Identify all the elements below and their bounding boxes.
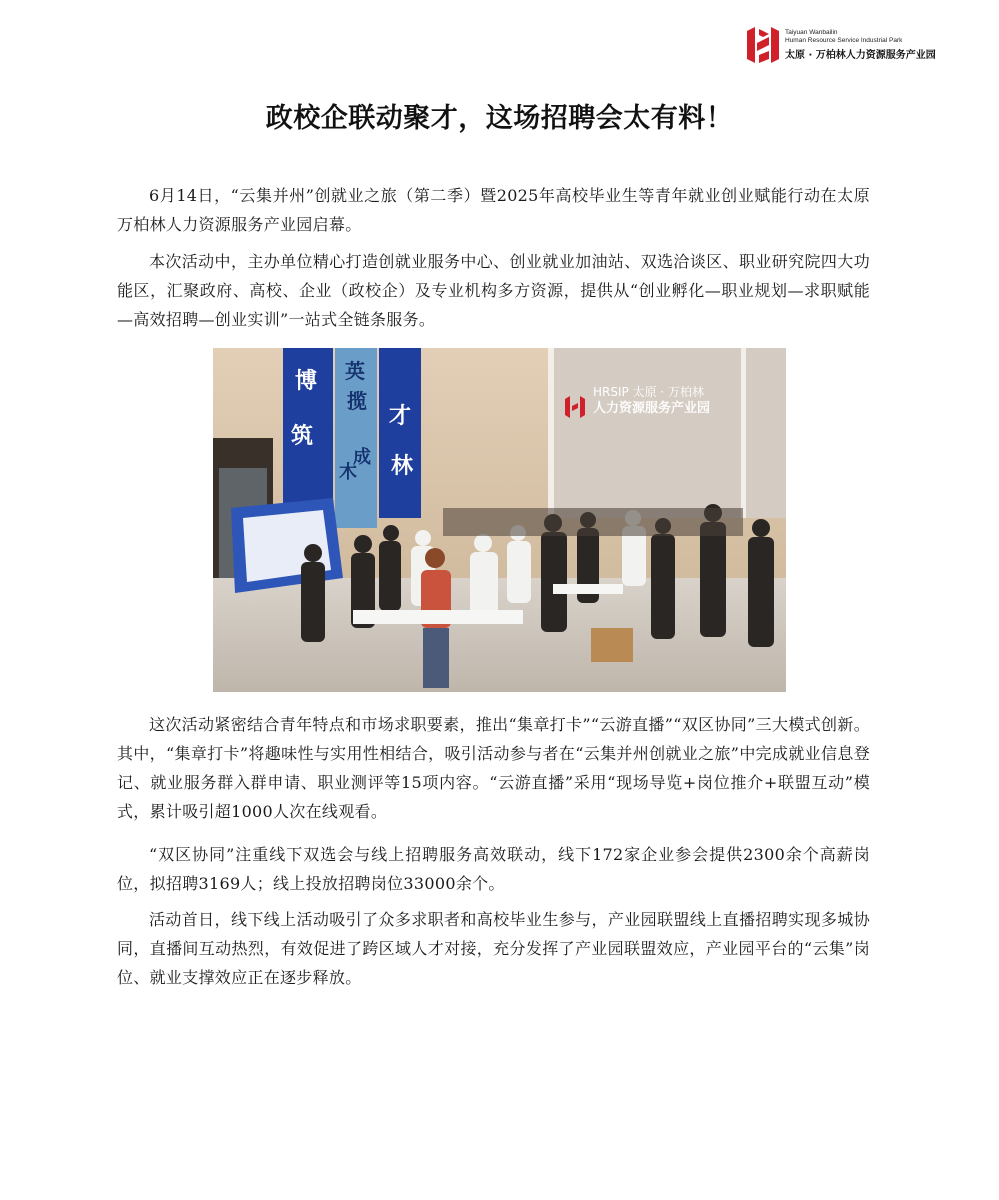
banner-char-5: 成 <box>353 447 371 468</box>
paragraph-2: 本次活动中，主办单位精心打造创就业服务中心、创业就业加油站、双选洽谈区、职业研究院四大功能区，汇聚政府、高校、企业（政校企）及专业机构多方资源，提供从“创业孵化—职业规划—求职赋能—高效招聘—创业实训”一站式全链条服务。 <box>117 252 870 329</box>
banner-char-1: 博 <box>295 368 318 394</box>
banner-char-2: 筑 <box>291 423 314 449</box>
paragraph-1: 6月14日，“云集并州”创就业之旅（第二季）暨2025年高校毕业生等青年就业创业赋能行动在太原万柏林人力资源服务产业园启幕。 <box>117 186 870 234</box>
paragraph-4: “双区协同”注重线下双选会与线上招聘服务高效联动，线下172家企业参会提供2300余个高薪岗位，拟招聘3169人；线上投放招聘岗位33000余个。 <box>117 845 870 893</box>
paragraph-5: 活动首日，线下线上活动吸引了众多求职者和高校毕业生参与，产业园联盟线上直播招聘实现多城协同，直播间互动热烈，有效促进了跨区域人才对接，充分发挥了产业园联盟效应，产业园平台的“云集”岗位、就业支撑效应正在逐步释放。 <box>117 910 870 987</box>
logo-chinese-name: 太原 · 万柏林人力资源服务产业园 <box>785 50 936 61</box>
article-title: 政校企联动聚才，这场招聘会太有料！ <box>265 103 734 134</box>
banner-char-3: 英 <box>345 359 365 383</box>
banner-char-6: 木 <box>339 462 357 483</box>
photo-sign-line-1: HRSIP 太原 · 万柏林 <box>593 385 705 399</box>
event-photo <box>213 348 786 692</box>
hrsip-logo-icon <box>745 25 781 65</box>
paragraph-3: 这次活动紧密结合青年特点和市场求职要素，推出“集章打卡”“云游直播”“双区协同”三大模式创新。其中，“集章打卡”将趣味性与实用性相结合，吸引活动参与者在“云集并州创就业之旅”中完成就业信息登记、就业服务群入群申请、职业测评等15项内容。“云游直播”采用“现场导览+岗位推介+联盟互动”模式，累计吸引超1000人次在线观看。 <box>117 715 870 821</box>
banner-char-4: 揽 <box>347 389 367 413</box>
park-logo <box>745 22 945 68</box>
logo-english-line-1: Taiyuan Wanbailin <box>785 29 838 36</box>
photo-sign-line-2: 人力资源服务产业园 <box>593 401 711 416</box>
banner-char-8: 林 <box>391 453 414 479</box>
banner-char-7: 才 <box>389 403 412 429</box>
logo-english-line-2: Human Resource Service Industrial Park <box>785 37 903 44</box>
